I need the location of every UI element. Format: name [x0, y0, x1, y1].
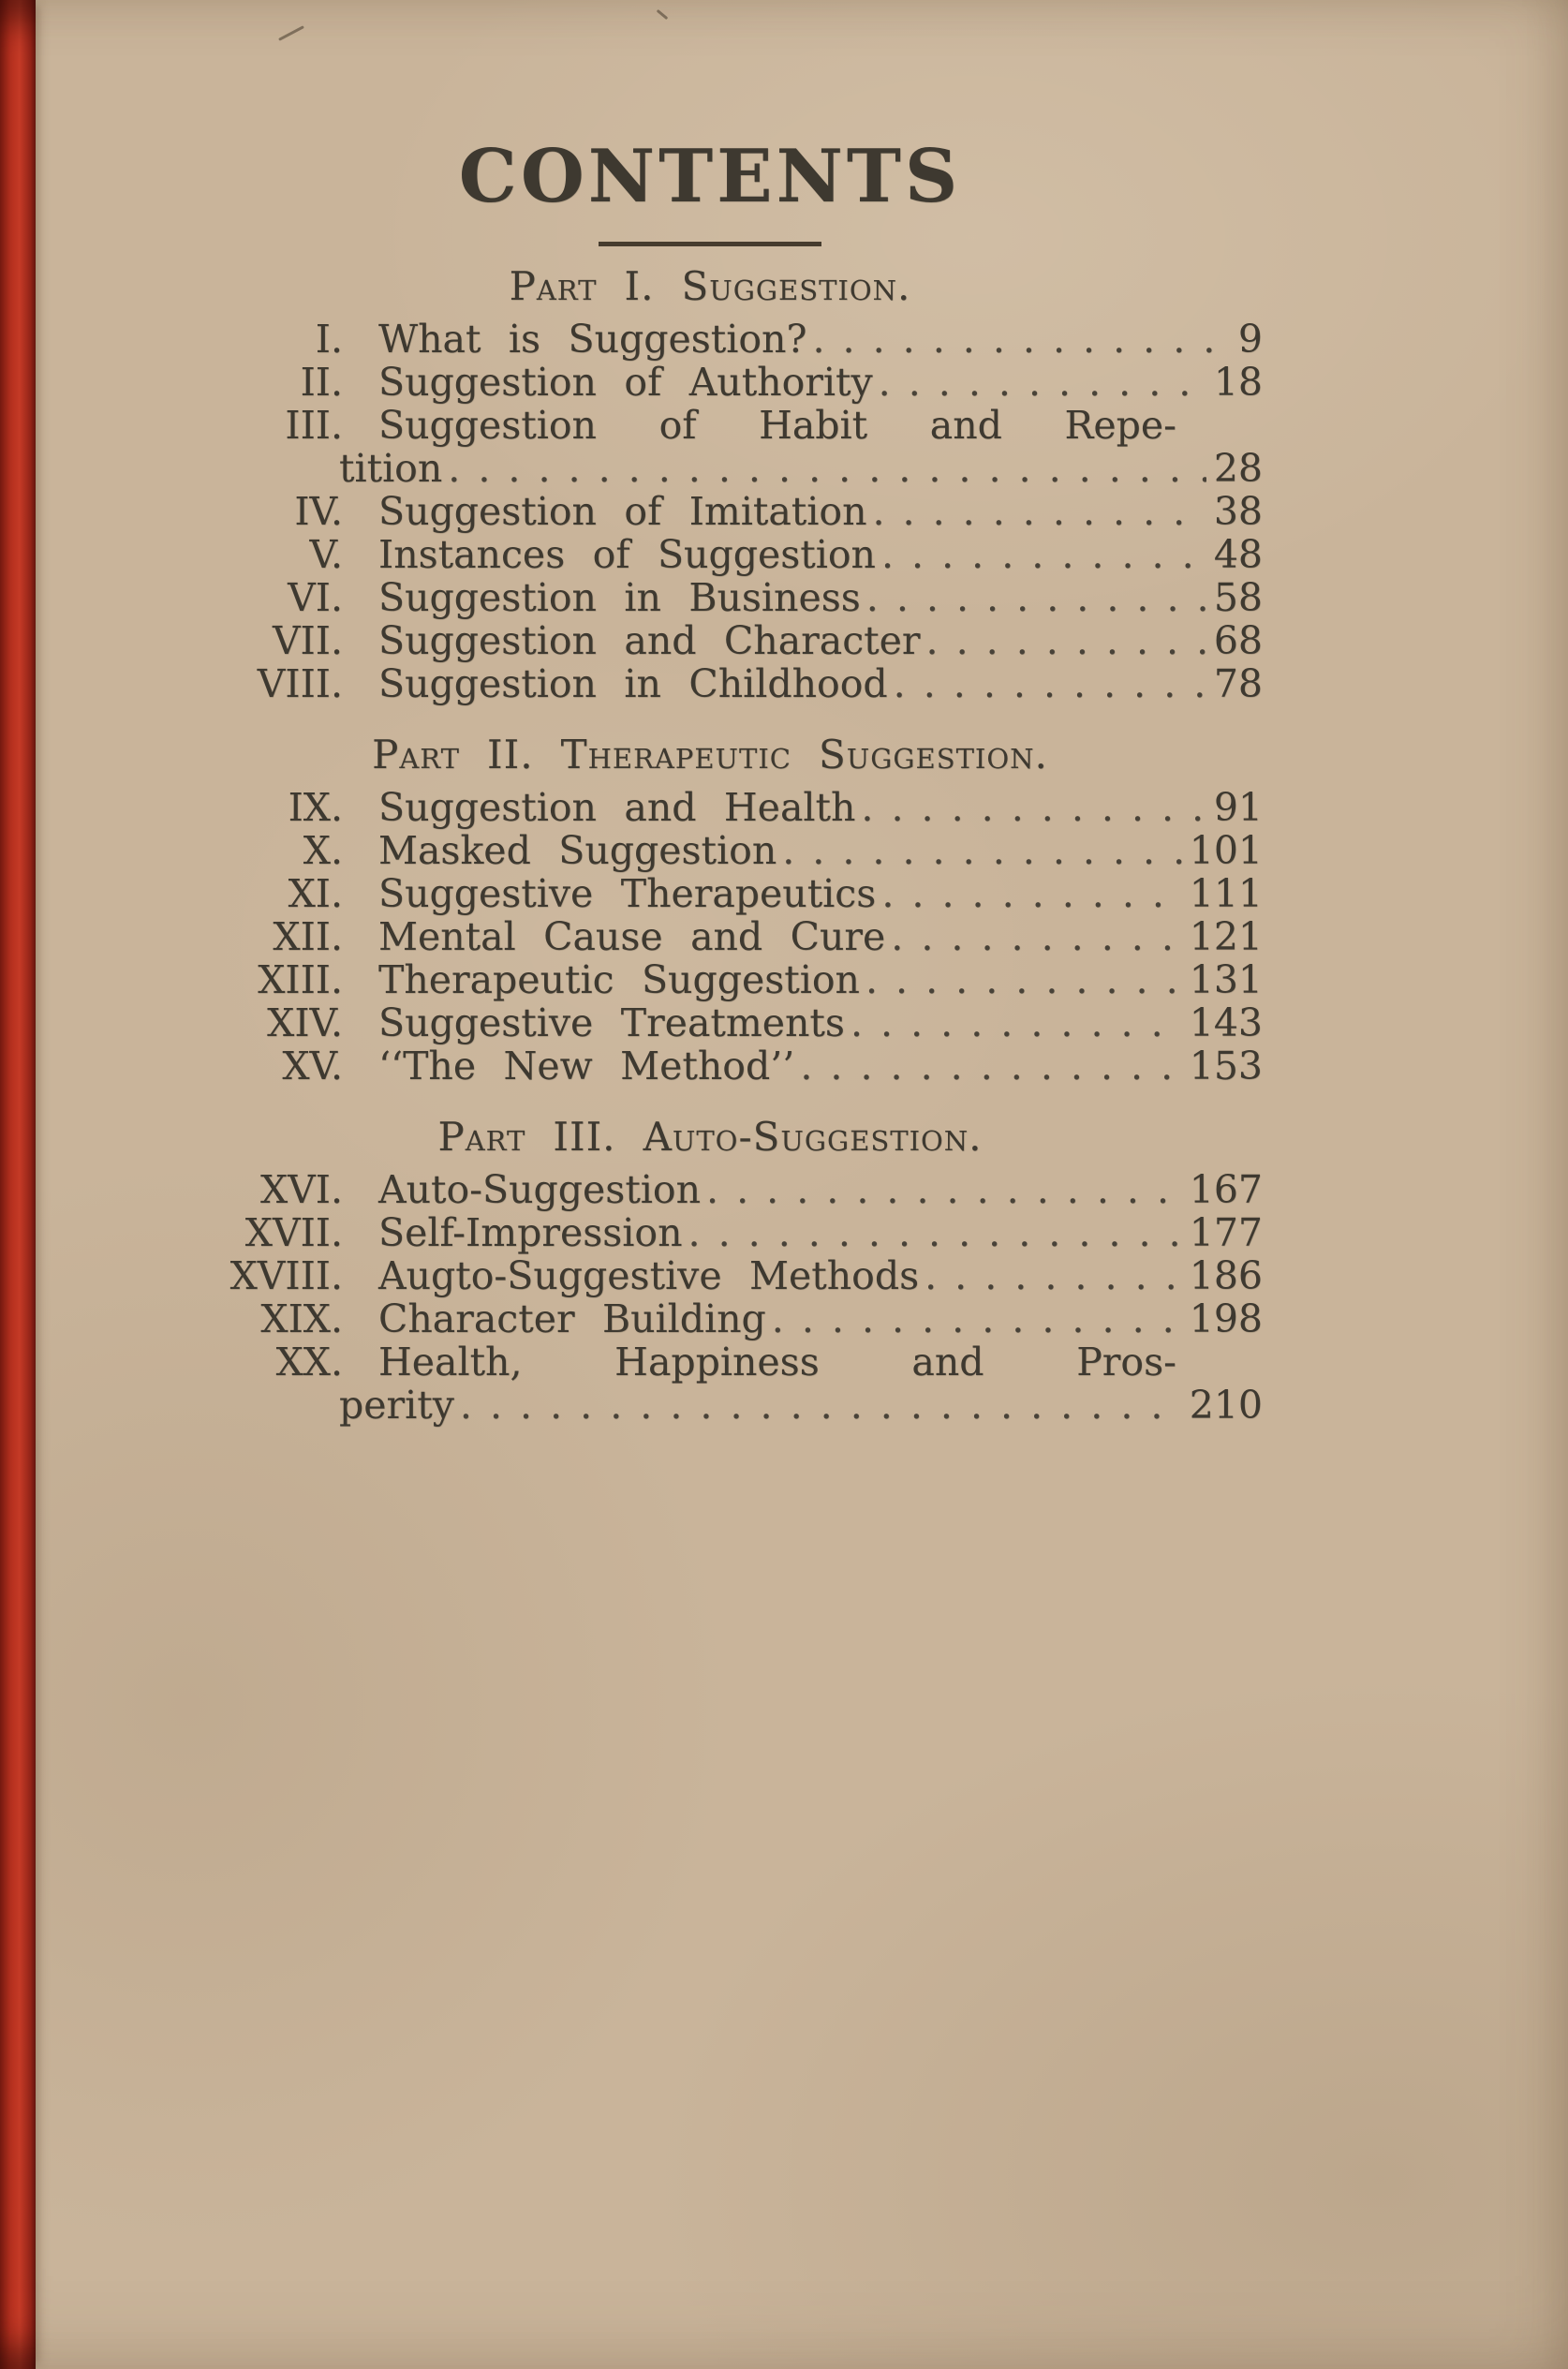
entry-title-continuation: perity	[339, 1383, 454, 1428]
dot-leader	[894, 662, 1206, 705]
entry-body	[378, 619, 1263, 662]
dot-leader	[872, 490, 1206, 533]
dot-leader	[879, 361, 1206, 404]
toc	[157, 265, 1263, 1427]
entry-body	[339, 1340, 1263, 1428]
entry-title: Masked Suggestion	[378, 828, 777, 873]
entry-number: III.	[285, 403, 343, 448]
entry-body	[378, 1168, 1263, 1211]
entry-line	[378, 915, 1263, 958]
dot-leader	[460, 1384, 1182, 1427]
entry-page-number: 167	[1189, 1167, 1263, 1212]
entry-number: X.	[303, 828, 343, 873]
entry-number: I.	[315, 317, 343, 362]
toc-part	[157, 1116, 1263, 1427]
entry-line	[378, 1044, 1263, 1088]
toc-entry	[157, 915, 1263, 958]
entry-title: Suggestion and Health	[378, 785, 856, 830]
entry-body	[378, 318, 1263, 361]
pen-mark	[657, 9, 669, 20]
entry-page-number: 28	[1213, 446, 1263, 491]
toc-entry	[157, 533, 1263, 576]
entry-title: Suggestive Therapeutics	[378, 871, 877, 916]
dot-leader	[865, 958, 1182, 1001]
dot-leader	[926, 619, 1206, 662]
entry-body	[378, 662, 1263, 705]
entry-page-number: 91	[1213, 785, 1263, 830]
entry-number: XIII.	[258, 957, 343, 1002]
dot-leader	[812, 318, 1230, 361]
entry-page-number: 48	[1213, 532, 1263, 577]
entry-body	[378, 1297, 1263, 1340]
entry-body	[378, 786, 1263, 829]
part-heading: Part III. Auto-Suggestion.	[437, 1114, 983, 1160]
entry-page-number: 177	[1189, 1210, 1263, 1255]
entry-title: Instances of Suggestion	[378, 532, 876, 577]
entry-page-number: 101	[1189, 828, 1263, 873]
toc-entry	[157, 829, 1263, 872]
dot-leader	[851, 1001, 1182, 1044]
entry-title: Auto-Suggestion	[378, 1167, 701, 1212]
entry-number: V.	[309, 532, 343, 577]
entry-continuation-line	[339, 1383, 1263, 1428]
entry-title: Self-Impression	[378, 1210, 683, 1255]
toc-entry	[157, 1168, 1263, 1211]
dot-leader	[891, 915, 1181, 958]
entry-line	[378, 872, 1263, 915]
entry-title: Suggestion of Authority	[378, 360, 873, 405]
entry-page-number: 198	[1189, 1296, 1263, 1341]
entry-page-number: 186	[1189, 1253, 1263, 1298]
entry-number: XVIII.	[229, 1253, 343, 1298]
part-heading: Part II. Therapeutic Suggestion.	[372, 732, 1048, 777]
entry-page-number: 153	[1189, 1044, 1263, 1088]
dot-leader	[772, 1297, 1182, 1340]
entry-title: Augto-Suggestive Methods	[378, 1253, 920, 1298]
entry-page-number: 68	[1213, 618, 1263, 663]
entry-title: Suggestion in Childhood	[378, 661, 888, 706]
entry-line	[378, 1211, 1263, 1254]
entry-page-number: 9	[1237, 317, 1263, 362]
page-title: CONTENTS	[458, 134, 962, 219]
entry-continuation-line	[339, 446, 1263, 491]
dot-leader	[800, 1044, 1181, 1088]
entry-title: Suggestive Treatments	[378, 1000, 845, 1045]
toc-entry	[157, 662, 1263, 705]
toc-entry	[157, 1001, 1263, 1044]
entry-number: XI.	[288, 871, 343, 916]
toc-entry	[157, 958, 1263, 1001]
entry-body	[378, 1254, 1263, 1297]
entry-title: What is Suggestion?	[378, 317, 807, 362]
entry-body	[378, 915, 1263, 958]
entry-title: Suggestion and Character	[378, 618, 921, 663]
entry-body	[378, 490, 1263, 533]
dot-leader	[881, 872, 1181, 915]
entry-line	[378, 619, 1263, 662]
entry-line	[378, 361, 1263, 404]
entry-number: XVI.	[259, 1167, 343, 1212]
entry-title: Suggestion of Imitation	[378, 489, 867, 534]
toc-entry	[157, 1297, 1263, 1340]
entry-body	[378, 829, 1263, 872]
entry-title: Therapeutic Suggestion	[378, 957, 860, 1002]
entry-body	[378, 576, 1263, 619]
entry-page-number: 38	[1213, 489, 1263, 534]
entry-number: VIII.	[257, 661, 343, 706]
entry-line	[378, 576, 1263, 619]
dot-leader	[866, 576, 1206, 619]
entry-number: IV.	[294, 489, 343, 534]
entry-page-number: 111	[1189, 871, 1263, 916]
entry-line	[378, 533, 1263, 576]
dot-leader	[448, 447, 1206, 490]
book-spine	[0, 0, 36, 2369]
entry-number: XVII.	[244, 1210, 343, 1255]
entry-number: XIV.	[267, 1000, 343, 1045]
title-rule	[599, 242, 821, 246]
entry-title: Health, Happiness and Pros-	[378, 1340, 1176, 1384]
entry-line	[378, 958, 1263, 1001]
entry-title-continuation: tition	[339, 446, 443, 491]
entry-line	[378, 829, 1263, 872]
entry-number: XII.	[273, 914, 343, 959]
entry-number: VII.	[272, 618, 343, 663]
entry-number: XV.	[282, 1044, 343, 1088]
entry-body	[378, 1044, 1263, 1088]
pen-mark	[278, 25, 304, 41]
dot-leader	[782, 829, 1182, 872]
toc-entry	[157, 361, 1263, 404]
dot-leader	[688, 1211, 1182, 1254]
entry-title: Suggestion of Habit and Repe-	[378, 403, 1176, 448]
toc-entry	[157, 1044, 1263, 1088]
entry-body	[339, 403, 1263, 491]
entry-body	[378, 872, 1263, 915]
entry-number: XIX.	[260, 1296, 343, 1341]
entry-page-number: 18	[1213, 360, 1263, 405]
entry-title: Suggestion in Business	[378, 575, 861, 620]
toc-part	[157, 265, 1263, 705]
toc-entry	[157, 318, 1263, 361]
entry-title: ‘‘The New Method’’	[378, 1044, 795, 1088]
entry-body	[378, 361, 1263, 404]
entry-page-number: 131	[1189, 957, 1263, 1002]
toc-entry	[157, 786, 1263, 829]
entry-body	[378, 533, 1263, 576]
entry-number: XX.	[275, 1340, 343, 1384]
entry-page-number: 121	[1189, 914, 1263, 959]
entry-body	[378, 1001, 1263, 1044]
toc-entry	[157, 1254, 1263, 1297]
entry-body	[378, 958, 1263, 1001]
entry-title: Mental Cause and Cure	[378, 914, 886, 959]
toc-entry	[157, 619, 1263, 662]
entry-page-number: 58	[1213, 575, 1263, 620]
toc-entry	[157, 404, 1263, 490]
dot-leader	[706, 1168, 1182, 1211]
entry-page-number: 143	[1189, 1000, 1263, 1045]
toc-entry	[157, 576, 1263, 619]
entry-title: Character Building	[378, 1296, 766, 1341]
entry-line	[378, 490, 1263, 533]
part-heading: Part I. Suggestion.	[509, 263, 911, 309]
toc-entry	[157, 1211, 1263, 1254]
entry-number: IX.	[288, 785, 343, 830]
dot-leader	[861, 786, 1206, 829]
entry-line	[378, 318, 1263, 361]
entry-line	[378, 662, 1263, 705]
dot-leader	[925, 1254, 1182, 1297]
entry-number: VI.	[288, 575, 343, 620]
dot-leader	[881, 533, 1206, 576]
entry-line	[378, 1297, 1263, 1340]
entry-number: II.	[300, 360, 343, 405]
entry-body	[378, 1211, 1263, 1254]
entry-line	[378, 1254, 1263, 1297]
entry-page-number: 78	[1213, 661, 1263, 706]
toc-content	[157, 134, 1263, 1428]
entry-line	[378, 1001, 1263, 1044]
toc-entry	[157, 490, 1263, 533]
entry-line	[378, 1168, 1263, 1211]
entry-line	[378, 786, 1263, 829]
toc-entry	[157, 872, 1263, 915]
entry-page-number: 210	[1189, 1383, 1263, 1428]
toc-part	[157, 733, 1263, 1088]
toc-entry	[157, 1340, 1263, 1427]
